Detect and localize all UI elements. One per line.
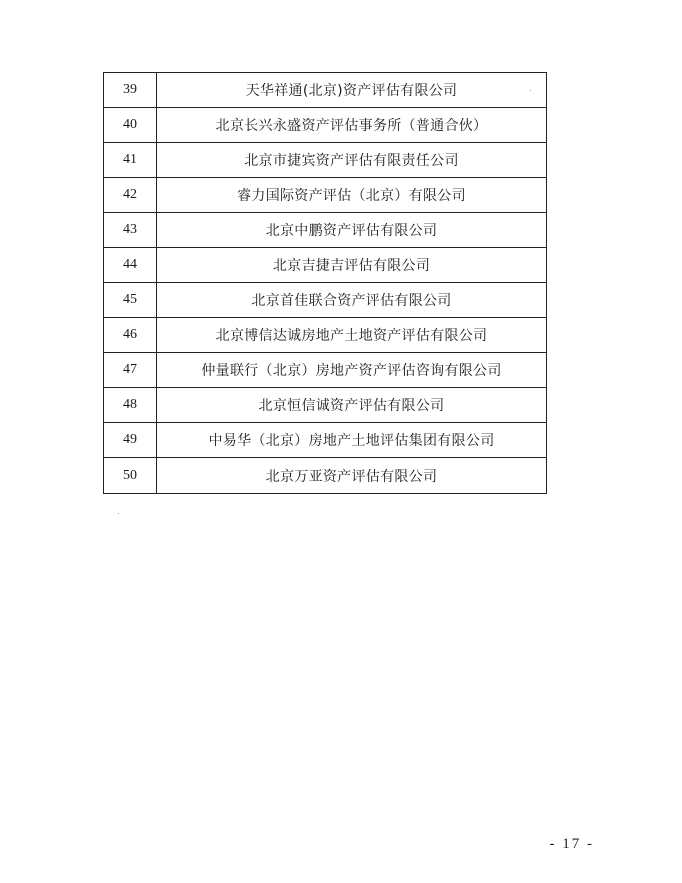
table-row: [104, 388, 546, 423]
row-number: 48: [104, 388, 157, 422]
firm-name: 睿力国际资产评估（北京）有限公司: [237, 188, 466, 204]
table-row: [104, 73, 546, 108]
row-number: 46: [104, 318, 157, 352]
table-row: [104, 108, 546, 143]
row-number: 50: [104, 458, 157, 493]
row-number: 49: [104, 423, 157, 457]
table-row: [104, 353, 546, 388]
scan-speck: [530, 90, 531, 91]
table-row: [104, 458, 546, 493]
firm-name: 北京恒信诚资产评估有限公司: [258, 398, 445, 414]
firm-name: 北京万亚资产评估有限公司: [265, 468, 438, 485]
row-number: 44: [104, 248, 157, 282]
table-row: [104, 248, 546, 283]
firm-name: 北京中鹏资产评估有限公司: [265, 223, 438, 239]
row-number: 42: [104, 178, 157, 212]
scan-speck: [118, 513, 119, 514]
firm-name: 北京首佳联合资产评估有限公司: [251, 293, 452, 309]
table-row: [104, 213, 546, 248]
firm-name: 北京市捷宾资产评估有限责任公司: [244, 153, 459, 169]
row-number: 39: [104, 73, 157, 107]
firm-name: 北京博信达诚房地产土地资产评估有限公司: [215, 328, 488, 344]
row-number: 45: [104, 283, 157, 317]
table-row: [104, 143, 546, 178]
firm-name: 北京长兴永盛资产评估事务所（普通合伙）: [215, 118, 488, 134]
firm-name: 北京吉捷吉评估有限公司: [272, 258, 431, 274]
table-row: [104, 318, 546, 353]
row-number: 41: [104, 143, 157, 177]
row-number: 43: [104, 213, 157, 247]
table-row: [104, 423, 546, 458]
firm-name: 中易华（北京）房地产土地评估集团有限公司: [208, 433, 495, 449]
firm-name: 天华祥通(北京)资产评估有限公司: [245, 83, 458, 99]
firm-list-table: [103, 72, 547, 494]
row-number: 47: [104, 353, 157, 387]
firm-name: 仲量联行（北京）房地产资产评估咨询有限公司: [201, 363, 502, 379]
row-number: 40: [104, 108, 157, 142]
table-row: [104, 283, 546, 318]
table-row: [104, 178, 546, 213]
page-number: - 17 -: [549, 836, 594, 852]
